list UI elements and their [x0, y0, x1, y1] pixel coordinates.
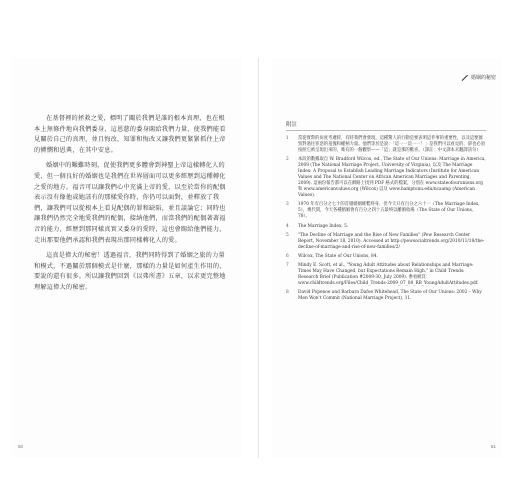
note-text: 當從實際的角度考慮時，有時我們會發現，這種驚人的行動是要表明這件事的重要性，以及這要摧毀對過往罪惡的羞愧和權柄力量。他們等於是說：「這一一這一一！」是我們可以看見的，卻也必須按照它被呈現出來的，唯有的一個觀察——「這」就是那的歡喜。（譯註：中文譯本未翻譯該句）	[298, 136, 485, 153]
note-text: 1970 年有百分之七十的首婚婚姻維繫終身，但今天只有百分之六十一（The Marriage Index, 5），幾代間，今天各種婚姻會有百分之四十五最終以離婚收場（The State of Our Unions, 78）。	[298, 202, 480, 220]
gutter-divider	[258, 58, 259, 458]
note-item	[286, 233, 486, 251]
note-item	[286, 224, 486, 230]
left-page	[12, 58, 242, 458]
note-item	[286, 136, 486, 154]
pen-icon	[461, 74, 468, 81]
note-number: 1	[286, 136, 289, 141]
paragraph: 婚姻中的艱難時刻，促使我們更多體會到神聖上帝這樣轉化人的愛，但一個良好的婚姻也是我們在世界層面可以更多經歷到這種轉化之愛的地方。福音可以讓我們心中充滿上帝的愛，以至於當你的配偶表示沒有像他或她該有的那樣愛你時，你仍可以面對，並釋放了我們，讓我們可以從根本上看見配偶的罪和缺陷，並且談論它；同時也讓我們仍然完全地愛我們的配偶，接納他們，而當我們的配偶著著福音的能力，經歷到那同樣真實又委身的愛時，這也會賜給他們能力，走出那要他們承認和我們表現出那同樣轉化人的愛。	[34, 162, 226, 244]
running-head-title: 婚姻的秘密	[470, 75, 496, 81]
notes-rule	[286, 130, 486, 131]
note-number: 2	[286, 157, 289, 163]
note-text: The Marriage Index, 5.	[298, 223, 349, 229]
note-text: 本段的數據取自 W. Bradford Wilcox, ed., The State of Our Unions: Marriage in America, 2009 (The National Marriage Project, University of Virginia), 以及 The Marriage Index: A Proposal to Establish Leading Marriage Indicators (Institute for American Values and The National Center on African American Marriages and Parenting, 2009). 這兩份報告都可以在網路上找到 PDF 格式的檔案，分別在 www.stateofourunions.org 和 www.americanvalues.org (Wilcox) 以及 www.hamptonu.edu/ncaamp (American Values).	[298, 157, 486, 199]
note-item	[286, 290, 486, 302]
note-text: Wilcox, The State of Our Unions, 84.	[298, 253, 378, 259]
notes-list	[286, 136, 486, 306]
note-item	[286, 157, 486, 199]
note-text: "The Decline of Marriage and the Rise of New Families" (Pew Research Center Report, November 18, 2010). Accessed at http://pewsocialtrends.org/2010/11/18/the-decline-of-marriage-and-rise-of-new-families/2/	[298, 232, 485, 250]
note-item	[286, 202, 486, 220]
note-number: 4	[286, 223, 289, 229]
note-number: 6	[286, 253, 289, 259]
note-number: 5	[286, 232, 289, 238]
note-number: 8	[286, 290, 289, 296]
body-text	[34, 114, 230, 299]
note-number: 7	[286, 263, 289, 269]
note-text: Mindy E. Scott, et al., "Young Adult Attitudes about Relationships and Marriage: Times May Have Changed, but Expectations Remain High," in Child Trends: Research Brief (Publication #2009-30, July 2009). 參看網頁：www.childtrends.org/Files/Child_Trends-2009_07_08_RB_YoungAdultAttitudes.pdf.	[298, 263, 479, 287]
right-page	[272, 58, 502, 458]
page-number-right: 51	[490, 444, 496, 449]
page-number-left: 50	[18, 444, 24, 449]
note-item	[286, 254, 486, 260]
note-text: David Popenoe and Barbara Dafoe Whitehead, The State of Our Unions: 2002 – Why Men Won't Commit (National Marriage Project), 11.	[298, 290, 482, 302]
notes-title: 附註	[286, 122, 297, 128]
paragraph: 這真是偉大的秘密！透過福音，我們同時得到了婚姻之旅的力量和模式，不過關於那個模式是什麼，那樣的力量是如何產生作用的，要說的還有很多。所以讓我們回到《以弗所書》五章，以求更完整地理解這偉大的秘密。	[34, 252, 226, 291]
note-item	[286, 263, 486, 287]
running-head	[461, 74, 496, 81]
note-number: 3	[286, 202, 289, 208]
paragraph: 在基督裡的拯救之愛，標明了關於我們是誰的根本真理，也在根本上無條件地向我們委身，這恩慈的委身賜給我們力量，使我們能看見關於自己的真理，並且悔改，知罪和悔改又讓我們更緊緊抓住上帝的憐憫和恩典，在其中安息。	[34, 115, 226, 154]
